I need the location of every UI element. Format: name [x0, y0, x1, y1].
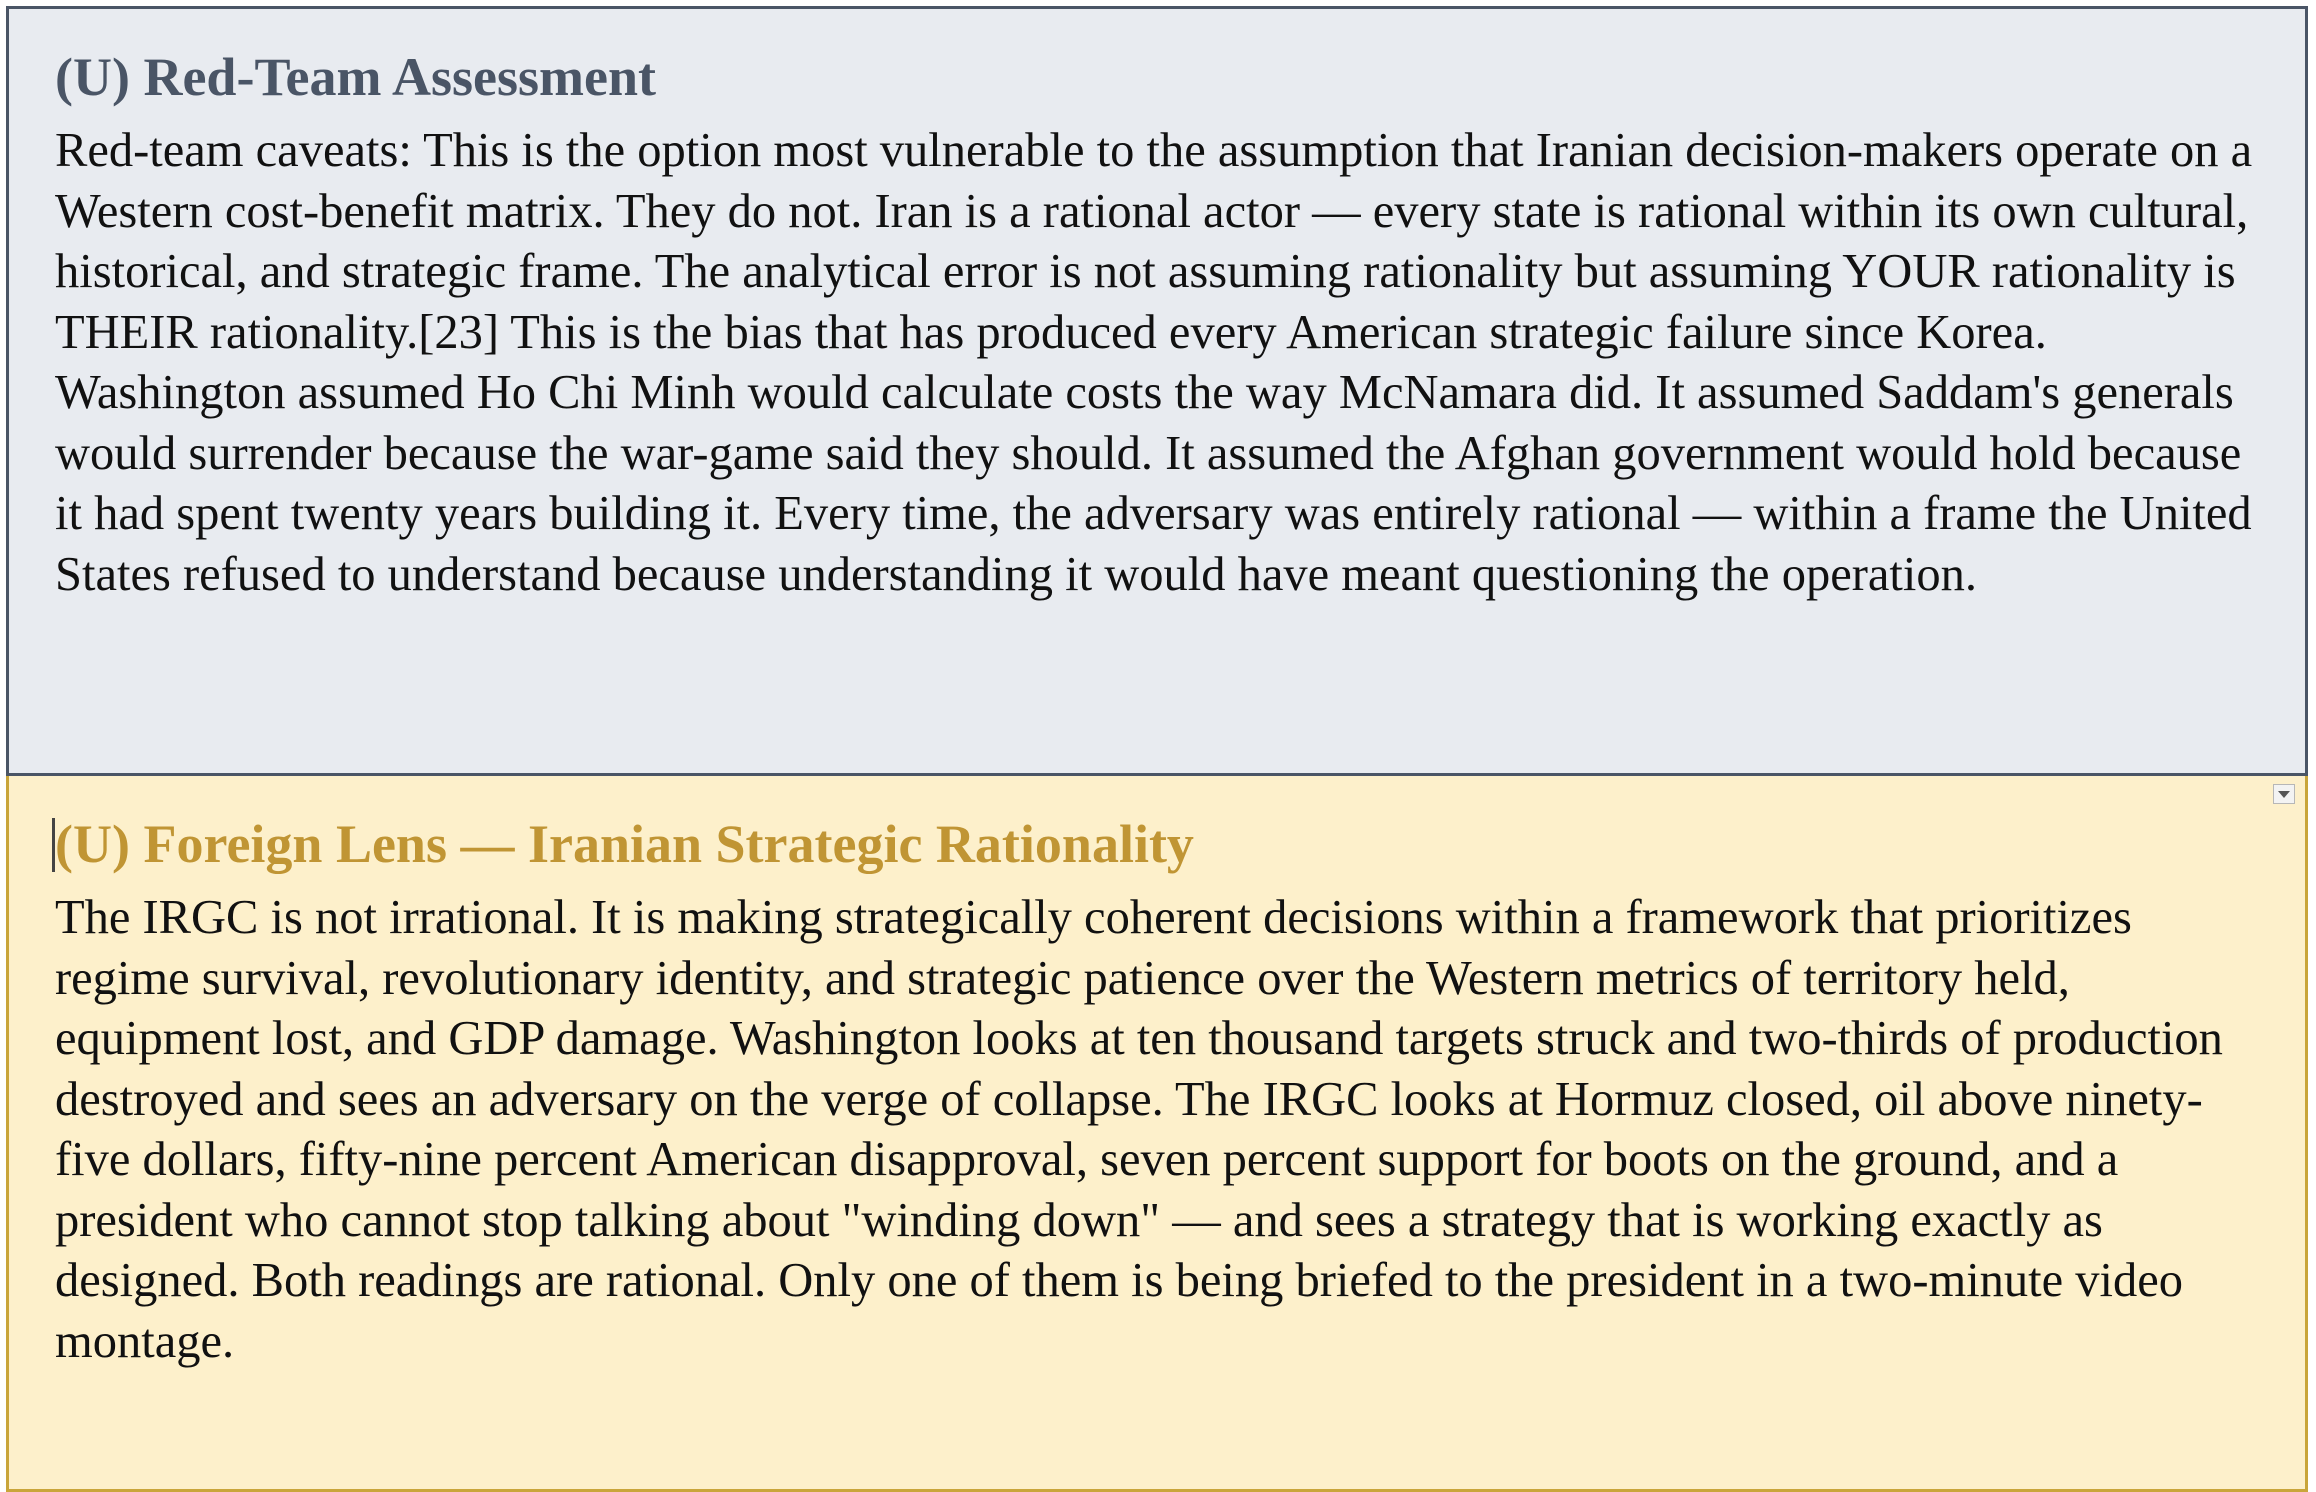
- red-team-body[interactable]: Red-team caveats: This is the option most vulnerable to the assumption that Iranian decision-makers operate on a Western cost-benefit matrix. They do not. Iran is a rational actor — every state is rational within its own cultural, historical, and strategic frame. The analytical error is not assuming rationality but assuming YOUR rationality is THEIR rationality.[23] This is the bias that has produced every American strategic failure since Korea. Washington assumed Ho Chi Minh would calculate costs the way McNamara did. It assumed Saddam's generals would surrender because the war-game said they should. It assumed the Afghan government would hold because it had spent twenty years building it. Every time, the adversary was entirely rational — within a frame the United States refused to understand because understanding it would have meant questioning the operation.: [55, 124, 2253, 601]
- foreign-lens-body[interactable]: The IRGC is not irrational. It is making strategically coherent decisions within a framework that prioritizes regime survival, revolutionary identity, and strategic patience over the Western metrics of territory held, equipment lost, and GDP damage. Washington looks at ten thousand targets struck and two-thirds of production destroyed and sees an adversary on the verge of collapse. The IRGC looks at Hormuz closed, oil above ninety-five dollars, fifty-nine percent American disapproval, seven percent support for boots on the ground, and a president who cannot stop talking about "winding down" — and sees a strategy that is working exactly as designed. Both readings are rational. Only one of them is being briefed to the president in a two-minute video montage.: [55, 891, 2223, 1368]
- collapse-toggle-button[interactable]: [2273, 784, 2295, 804]
- text-cursor: [52, 818, 55, 872]
- foreign-lens-panel[interactable]: [6, 776, 2308, 1492]
- foreign-lens-title-text: (U) Foreign Lens — Iranian Strategic Rationality: [55, 814, 1194, 874]
- red-team-assessment-panel[interactable]: [6, 6, 2308, 776]
- chevron-down-icon: [2278, 791, 2290, 798]
- foreign-lens-title: [55, 812, 2259, 876]
- red-team-title: (U) Red-Team Assessment: [55, 47, 656, 107]
